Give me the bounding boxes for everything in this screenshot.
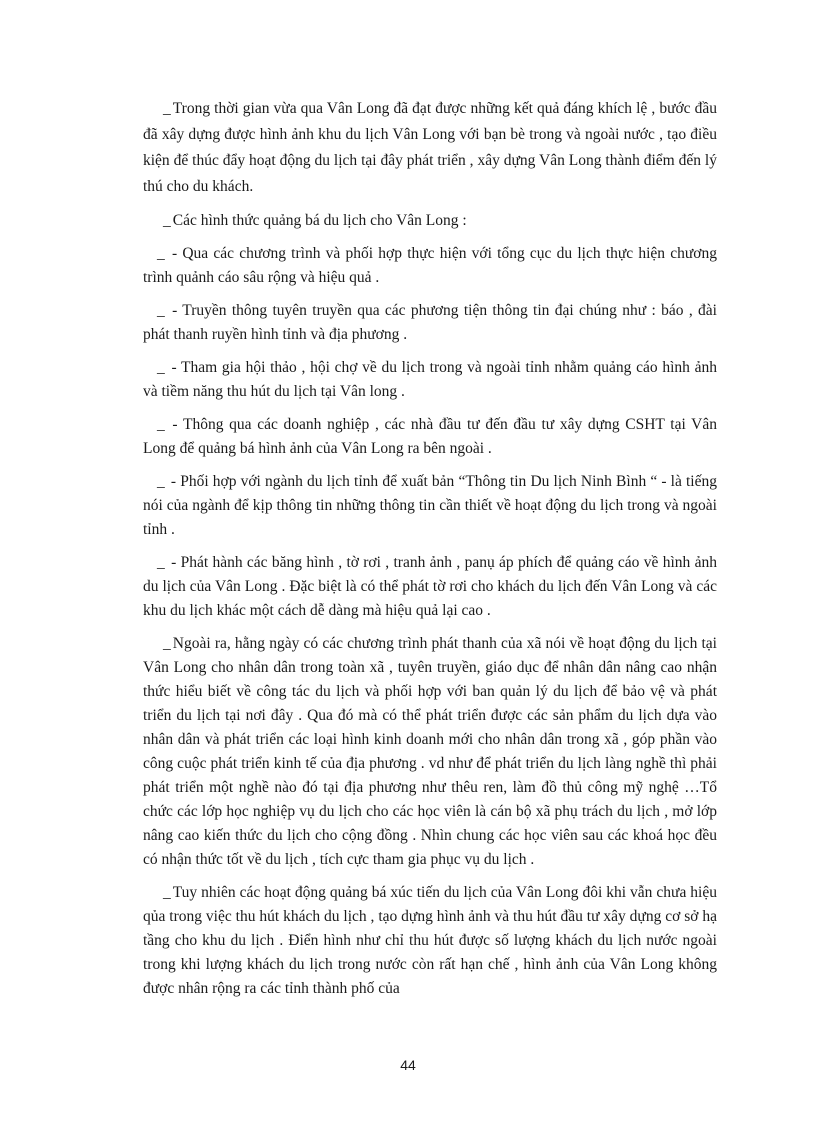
list-item-fairs <box>143 356 717 404</box>
list-item-leaflets <box>143 551 717 623</box>
paragraph-achievements <box>143 96 717 200</box>
paragraph-text: - Phát hành các băng hình , tờ rơi , tranh ảnh , panụ áp phích để quảng cáo về hình ảnh du lịch của Vân Long . Đặc biệt là có thể phát tờ rơi cho khách du lịch đến Vân Long và các khu du lịch khác một cách dễ dàng mà hiệu quả lại cao . <box>143 554 717 619</box>
bullet-marker: _ <box>163 212 171 229</box>
bullet-marker: _ <box>163 635 171 652</box>
paragraph-text: Tuy nhiên các hoạt động quảng bá xúc tiến du lịch của Vân Long đôi khi vẫn chưa hiệu qủa trong việc thu hút khách du lịch , tạo dựng hình ảnh và thu hút đầu tư xây dựng cơ sở hạ tầng cho khu du lịch . Điển hình như chỉ thu hút được số lượng khách du lịch nước ngoài trong khi lượng khách du lịch trong nước còn rất hạn chế , hình ảnh của Vân Long không được nhân rộng ra các tỉnh thành phố của <box>143 884 717 997</box>
list-item-publication <box>143 470 717 542</box>
bullet-marker: _ <box>157 416 165 433</box>
paragraph-promotion-heading <box>143 209 717 233</box>
bullet-marker: _ <box>157 473 165 490</box>
bullet-marker: _ <box>163 100 171 117</box>
bullet-marker: _ <box>157 245 165 262</box>
page-number: 44 <box>400 1057 416 1073</box>
page-body <box>143 96 717 1001</box>
paragraph-text: - Phối hợp với ngành du lịch tỉnh để xuất bản “Thông tin Du lịch Ninh Bình “ - là tiếng nói của ngành để kịp thông tin những thông tin cần thiết về hoạt động du lịch trong và ngoài tỉnh . <box>143 473 717 538</box>
paragraph-text: - Truyền thông tuyên truyền qua các phương tiện thông tin đại chúng như : báo , đài phát thanh ruyền hình tỉnh và địa phương . <box>143 302 717 343</box>
paragraph-limitations <box>143 881 717 1001</box>
bullet-marker: _ <box>157 554 165 571</box>
bullet-marker: _ <box>157 359 165 376</box>
paragraph-text: Trong thời gian vừa qua Vân Long đã đạt được những kết quả đáng khích lệ , bước đầu đã xây dựng được hình ảnh khu du lịch Vân Long với bạn bè trong và ngoài nước , tạo điều kiện để thúc đẩy hoạt động du lịch tại đây phát triển , xây dựng Vân Long thành điểm đến lý thú cho du khách. <box>143 100 717 195</box>
paragraph-radio-programs <box>143 632 717 872</box>
paragraph-text: - Qua các chương trình và phối hợp thực hiện với tổng cục du lịch thực hiện chương trình quảnh cáo sâu rộng và hiệu quả . <box>143 245 717 286</box>
paragraph-text: - Thông qua các doanh nghiệp , các nhà đầu tư đến đầu tư xây dựng CSHT tại Vân Long để quảng bá hình ảnh của Vân Long ra bên ngoài . <box>143 416 717 457</box>
list-item-enterprises <box>143 413 717 461</box>
list-item-mass-media <box>143 299 717 347</box>
list-item-tourism-agency <box>143 242 717 290</box>
bullet-marker: _ <box>163 884 171 901</box>
paragraph-text: - Tham gia hội thảo , hội chợ về du lịch trong và ngoài tỉnh nhằm quảng cáo hình ảnh và tiềm năng thu hút du lịch tại Vân long . <box>143 359 717 400</box>
paragraph-text: Các hình thức quảng bá du lịch cho Vân Long : <box>172 212 467 229</box>
paragraph-text: Ngoài ra, hằng ngày có các chương trình phát thanh của xã nói về hoạt động du lịch tại Vân Long cho nhân dân trong toàn xã , tuyên truyền, giáo dục để nhân dân nâng cao nhận thức hiểu biết về công tác du lịch và phối hợp với ban quản lý du lịch để bảo vệ và phát triển du lịch tại nơi đây . Qua đó mà có thể phát triển được các sản phẩm du lịch dựa vào nhân dân và phát triển các loại hình kinh doanh mới cho nhân dân trong xã , góp phần vào công cuộc phát triển kinh tế của địa phương . vd như để phát triển du lịch làng nghề thì phải phát triển một nghề nào đó tại địa phương như thêu ren, làm đồ thủ công mỹ nghệ …Tổ chức các lớp học nghiệp vụ du lịch cho các học viên là cán bộ xã phụ trách du lịch , mở lớp nâng cao kiến thức du lịch cho cộng đồng . Nhìn chung các học viên sau các khoá học đều có nhận thức tốt về du lịch , tích cực tham gia phục vụ du lịch . <box>143 635 717 868</box>
bullet-marker: _ <box>157 302 165 319</box>
